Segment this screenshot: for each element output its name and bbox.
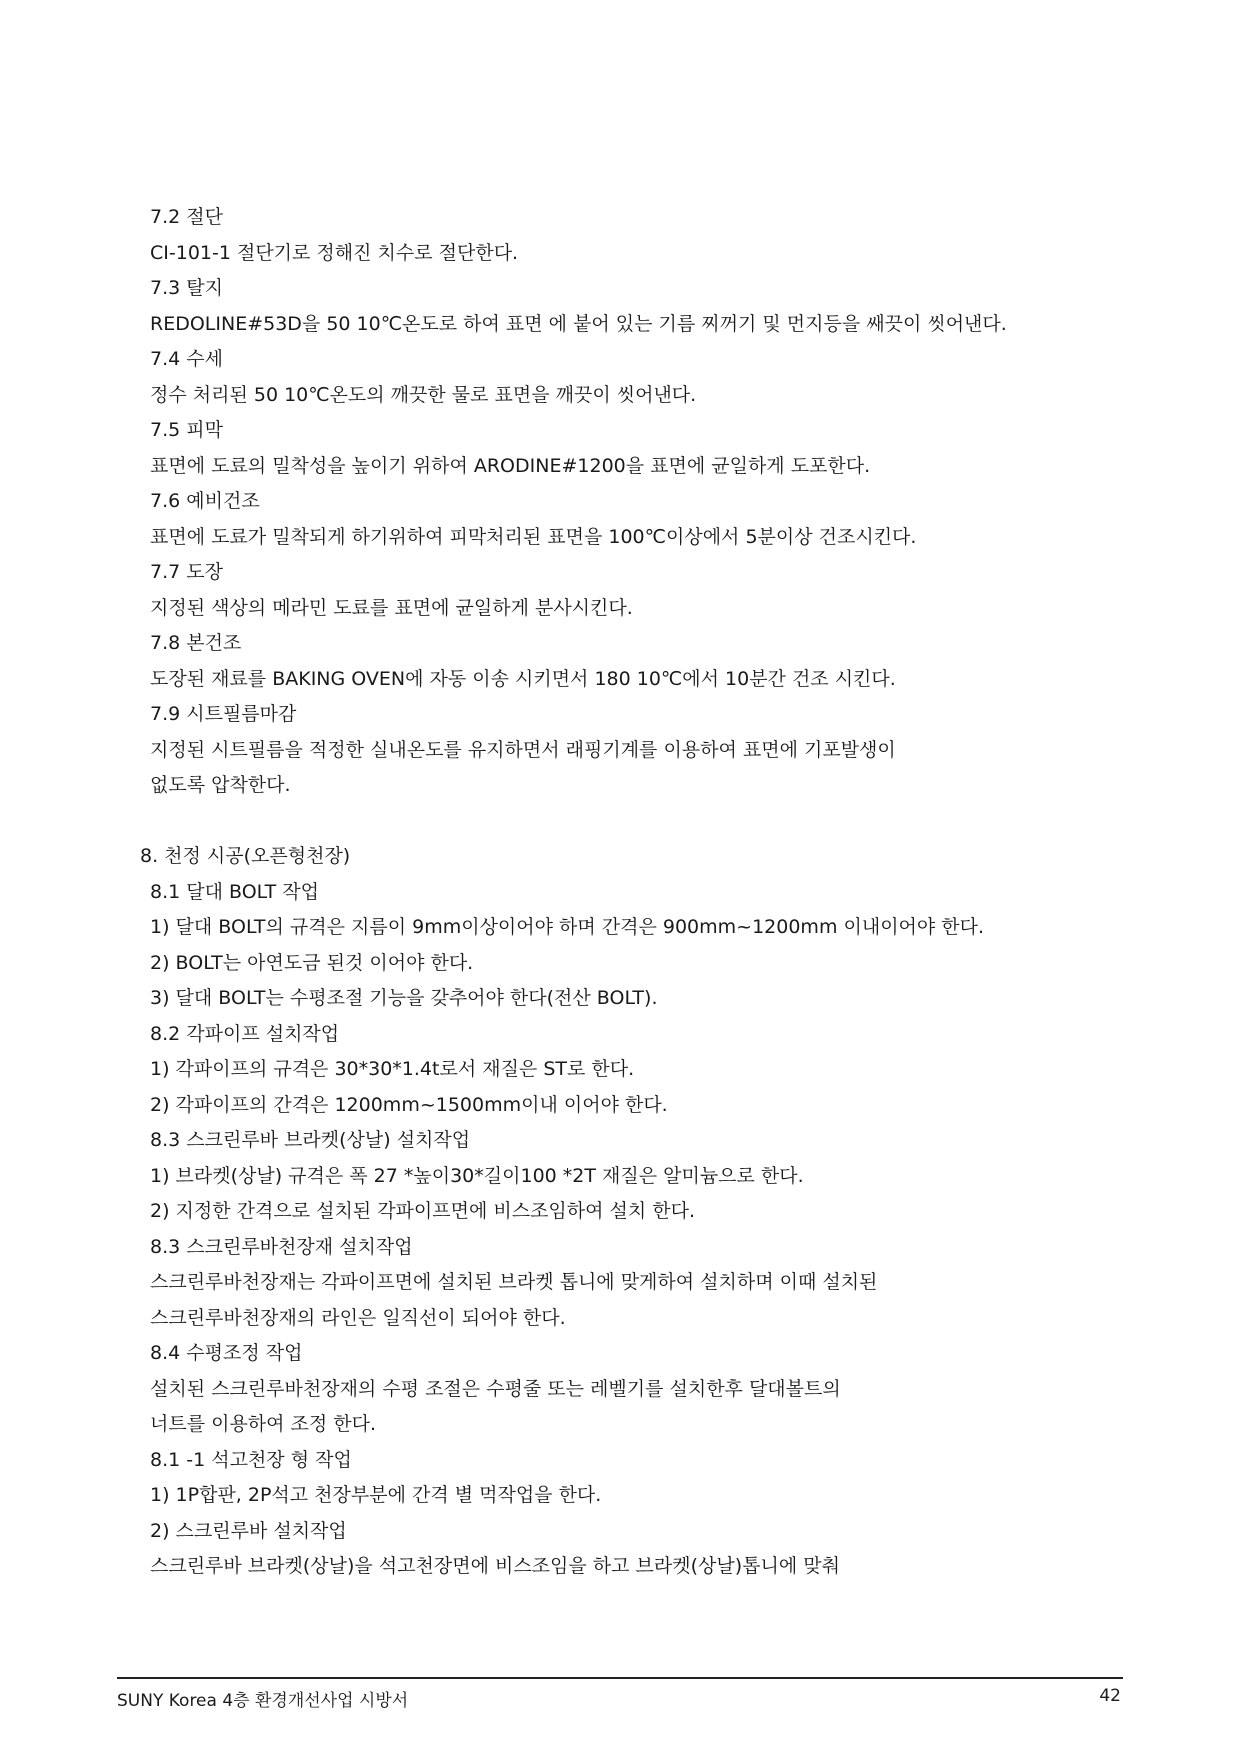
section-heading: 7.5 피막 (150, 419, 223, 441)
list-item: 3) 달대 BOLT는 수평조절 기능을 갖추어야 한다(전산 BOLT). (150, 987, 658, 1009)
list-item: 2) BOLT는 아연도금 된것 이어야 한다. (150, 951, 474, 974)
paragraph-line: 스크린루바 브라켓(상날)을 석고천장면에 비스조임을 하고 브라켓(상날)톱니에 맞춰 (150, 1555, 840, 1577)
list-item: 1) 달대 BOLT의 규격은 지름이 9mm이상이어야 하며 간격은 900mm~1200mm 이내이어야 한다. (150, 916, 985, 938)
section-heading: 7.2 절단 (150, 206, 223, 228)
section-heading: 8.3 스크린루바천장재 설치작업 (150, 1235, 413, 1258)
paragraph-line: 스크린루바천장재의 라인은 일직선이 되어야 한다. (150, 1306, 566, 1329)
paragraph-line: 표면에 도료의 밀착성을 높이기 위하여 ARODINE#1200을 표면에 균일하게 도포한다. (150, 454, 871, 477)
paragraph-line: REDOLINE#53D을 50 10℃온도로 하여 표면 에 붙어 있는 기름 찌꺼기 및 먼지등을 쌔끗이 씻어낸다. (150, 312, 1007, 335)
list-item: 1) 브라켓(상날) 규격은 폭 27 *높이30*길이100 *2T 재질은 알미늄으로 한다. (150, 1164, 804, 1187)
paragraph-line: 없도록 압착한다. (150, 774, 291, 796)
paragraph-line: 지정된 시트필름을 적정한 실내온도를 유지하면서 래핑기계를 이용하여 표면에 기포발생이 (150, 738, 896, 761)
paragraph-line: CI-101-1 절단기로 정해진 치수로 절단한다. (150, 241, 519, 264)
paragraph-line: 스크린루바천장재는 각파이프면에 설치된 브라켓 톱니에 맞게하여 설치하며 이때 설치된 (150, 1271, 878, 1293)
list-item: 1) 1P합판, 2P석고 천장부분에 간격 별 먹작업을 한다. (150, 1484, 602, 1506)
section-heading: 8.4 수평조정 작업 (150, 1342, 303, 1364)
blank-line (150, 804, 1110, 840)
list-item: 2) 각파이프의 간격은 1200mm~1500mm이내 이어야 한다. (150, 1093, 668, 1116)
section-heading: 8.2 각파이프 설치작업 (150, 1022, 340, 1045)
section-heading: 7.9 시트필름마감 (150, 703, 297, 725)
paragraph-line: 정수 처리된 50 10℃온도의 깨끗한 물로 표면을 깨끗이 씻어낸다. (150, 383, 697, 406)
page-number: 42 (1099, 1686, 1121, 1706)
section-heading: 7.8 본건조 (150, 632, 242, 654)
document-body (140, 200, 1110, 1585)
paragraph-line: 표면에 도료가 밀착되게 하기위하여 피막처리된 표면을 100℃이상에서 5분이상 건조시킨다. (150, 525, 917, 548)
list-item: 2) 지정한 간격으로 설치된 각파이프면에 비스조임하여 설치 한다. (150, 1200, 696, 1222)
list-item: 2) 스크린루바 설치작업 (150, 1519, 347, 1542)
section-heading: 7.7 도장 (150, 561, 223, 583)
paragraph-line: 지정된 색상의 메라민 도료를 표면에 균일하게 분사시킨다. (150, 596, 633, 619)
section-heading: 8.1 -1 석고천장 형 작업 (150, 1448, 352, 1471)
paragraph-line: 도장된 재료를 BAKING OVEN에 자동 이송 시키면서 180 10℃에서 10분간 건조 시킨다. (150, 667, 896, 690)
section-heading: 7.6 예비건조 (150, 490, 260, 512)
footer-title: SUNY Korea 4층 환경개선사업 시방서 (117, 1691, 409, 1711)
paragraph-line: 설치된 스크린루바천장재의 수평 조절은 수평줄 또는 레벨기를 설치한후 달대볼트의 (150, 1377, 841, 1400)
paragraph-line: 너트를 이용하여 조정 한다. (150, 1413, 377, 1435)
list-item: 1) 각파이프의 규격은 30*30*1.4t로서 재질은 ST로 한다. (150, 1058, 635, 1080)
footer-divider (117, 1677, 1123, 1679)
section-heading: 8.3 스크린루바 브라켓(상날) 설치작업 (150, 1129, 471, 1151)
section-heading: 8.1 달대 BOLT 작업 (150, 880, 319, 903)
section-heading: 7.3 탈지 (150, 277, 223, 299)
section-heading: 7.4 수세 (150, 348, 223, 370)
chapter-heading: 8. 천정 시공(오픈형천장) (140, 845, 351, 867)
